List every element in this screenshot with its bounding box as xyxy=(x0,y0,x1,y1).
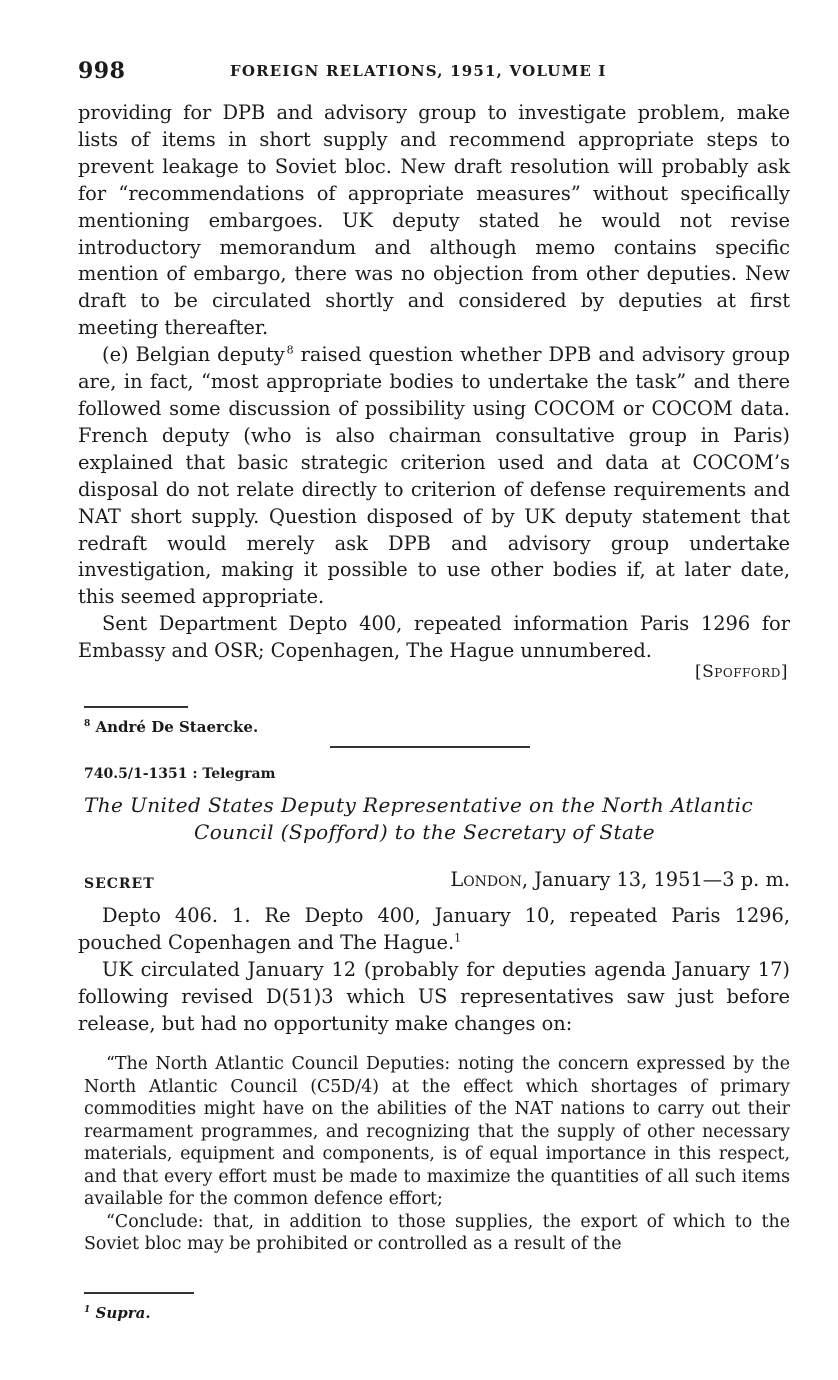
footnote-text: Supra. xyxy=(95,1304,151,1322)
signature: [Spofford] xyxy=(695,662,788,682)
quoted-resolution xyxy=(84,1053,790,1256)
paragraph-text: Depto 406. 1. Re Depto 400, January 10, repeated Paris 1296, pouched Copenhagen and The Hague. xyxy=(78,904,790,954)
footnote xyxy=(84,718,258,736)
footnote-reference: 1 xyxy=(454,931,462,945)
dateline-date: , January 13, 1951—3 p. m. xyxy=(521,868,790,891)
footnote-rule xyxy=(84,706,188,708)
dateline xyxy=(450,868,790,891)
page-header xyxy=(78,58,790,88)
telegram-text xyxy=(78,903,790,1038)
footnote-text: André De Staercke. xyxy=(95,718,259,736)
quote-paragraph: “Conclude: that, in addition to those supplies, the export of which to the Soviet bloc may be prohibited or controlled as a result of the xyxy=(84,1211,790,1254)
footnote-marker: 1 xyxy=(84,1305,91,1315)
footnote-marker: 8 xyxy=(84,719,91,729)
continued-telegram-text xyxy=(78,100,790,665)
paragraph: providing for DPB and advisory group to investigate problem, make lists of items in short supply and recommend appropriate steps to prevent leakage to Soviet bloc. New draft resolution will probably ask for “recommendations of appropriate measures” without specifically mentioning embargoes. UK deputy stated he would not revise introductory memorandum and although memo contains specific mention of embargo, there was no objection from other deputies. New draft to be circulated shortly and considered by deputies at first meeting thereafter. xyxy=(78,101,790,340)
footnote-rule xyxy=(84,1292,194,1294)
document-id: 740.5/1-1351 : Telegram xyxy=(84,766,276,782)
running-head: FOREIGN RELATIONS, 1951, VOLUME I xyxy=(230,62,607,80)
title-line: The United States Deputy Representative on the North Atlantic xyxy=(84,793,754,817)
document-title xyxy=(84,792,790,846)
footnote-reference: 8 xyxy=(286,343,294,357)
quote-paragraph: “The North Atlantic Council Deputies: noting the concern expressed by the North Atlantic Council (C5D/4) at the effect which shortages of primary commodities might have on the abilities of the NAT nations to carry out their rearmament programmes, and recognizing that the supply of other necessary materials, equipment and components, is of equal importance in this respect, and that every effort must be made to maximize the quantities of all such items available for the common defence effort; xyxy=(84,1054,790,1209)
paragraph: Sent Department Depto 400, repeated information Paris 1296 for Embassy and OSR; Copenhagen, The Hague unnumbered. xyxy=(78,612,790,663)
title-line: Council (Spofford) to the Secretary of State xyxy=(194,820,655,844)
paragraph xyxy=(78,903,790,957)
footnote xyxy=(84,1304,151,1322)
classification: SECRET xyxy=(84,876,155,892)
paragraph-start: (e) Belgian deputy xyxy=(102,343,285,367)
paragraph-rest: raised question whether DPB and advisory group are, in fact, “most appropriate bodies to undertake the task” and there followed some discussion of possibility using COCOM or COCOM data. French deputy (who is also chairman consultative group in Paris) explained that basic strategic criterion used and data at COCOM’s disposal do not relate directly to criterion of defense requirements and NAT short supply. Question disposed of by UK deputy statement that redraft would merely ask DPB and advisory group undertake investigation, making it possible to use other bodies if, at later date, this seemed appropriate. xyxy=(78,343,790,609)
dateline-place: London xyxy=(450,868,522,891)
section-separator xyxy=(330,746,530,748)
paragraph xyxy=(78,342,790,611)
page-number: 998 xyxy=(78,58,126,84)
signature-name: Spofford xyxy=(702,662,781,682)
paragraph: UK circulated January 12 (probably for deputies agenda January 17) following revised D(51)3 which US representatives saw just before release, but had no opportunity make changes on: xyxy=(78,957,790,1035)
